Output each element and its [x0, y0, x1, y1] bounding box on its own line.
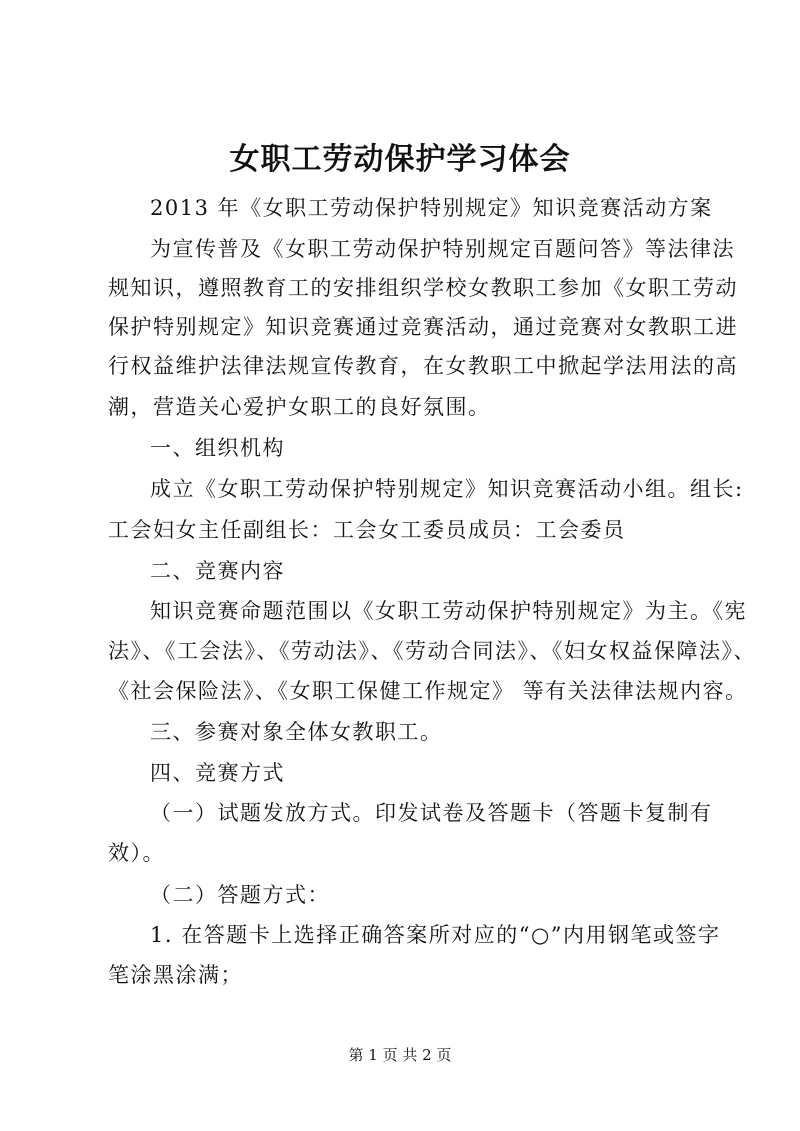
paragraph-line: 《社会保险法》、《女职工保健工作规定》 等有关法律法规内容。 — [108, 679, 748, 703]
paragraph-line: 效）。 — [108, 841, 165, 865]
paragraph-line: 法》、《工会法》、《劳动法》、《劳动合同法》、《妇女权益保障法》、 — [108, 639, 756, 663]
paragraph-line: 为宣传普及《女职工劳动保护特别规定百题问答》等法律法 — [150, 237, 735, 261]
paragraph-line: 行权益维护法律法规宣传教育，在女教职工中掀起学法用法的高 — [108, 354, 738, 378]
paragraph-line: 保护特别规定》知识竞赛通过竞赛活动，通过竞赛对女教职工进 — [108, 315, 738, 339]
paragraph-line: 规知识，遵照教育工的安排组织学校女教职工参加《女职工劳动 — [108, 276, 738, 300]
subsection-heading: （二）答题方式： — [150, 883, 330, 907]
paragraph-line: （一）试题发放方式。印发试卷及答题卡（答题卡复制有 — [150, 801, 713, 825]
section-heading: 二、竞赛内容 — [150, 559, 285, 583]
paragraph-line: 知识竞赛命题范围以《女职工劳动保护特别规定》为主。《宪 — [150, 599, 747, 623]
section-heading: 三、参赛对象全体女教职工。 — [150, 720, 443, 744]
document-title: 女职工劳动保护学习体会 — [229, 142, 571, 177]
section-heading: 四、竞赛方式 — [150, 761, 285, 785]
page-footer: 第 1 页 共 2 页 — [348, 1046, 452, 1064]
paragraph-line: 工会妇女主任副组长：工会女工委员成员：工会委员 — [108, 518, 626, 542]
paragraph-line: 笔涂黑涂满； — [108, 963, 243, 987]
paragraph-line: 潮，营造关心爱护女职工的良好氛围。 — [108, 395, 491, 419]
paragraph-line: 1. 在答题卡上选择正确答案所对应的“○”内用钢笔或签字 — [150, 923, 721, 947]
section-heading: 一、组织机构 — [150, 436, 285, 460]
subtitle-line: 2013 年《女职工劳动保护特别规定》知识竞赛活动方案 — [150, 196, 713, 220]
paragraph-line: 成立《女职工劳动保护特别规定》知识竞赛活动小组。组长: — [150, 477, 744, 501]
